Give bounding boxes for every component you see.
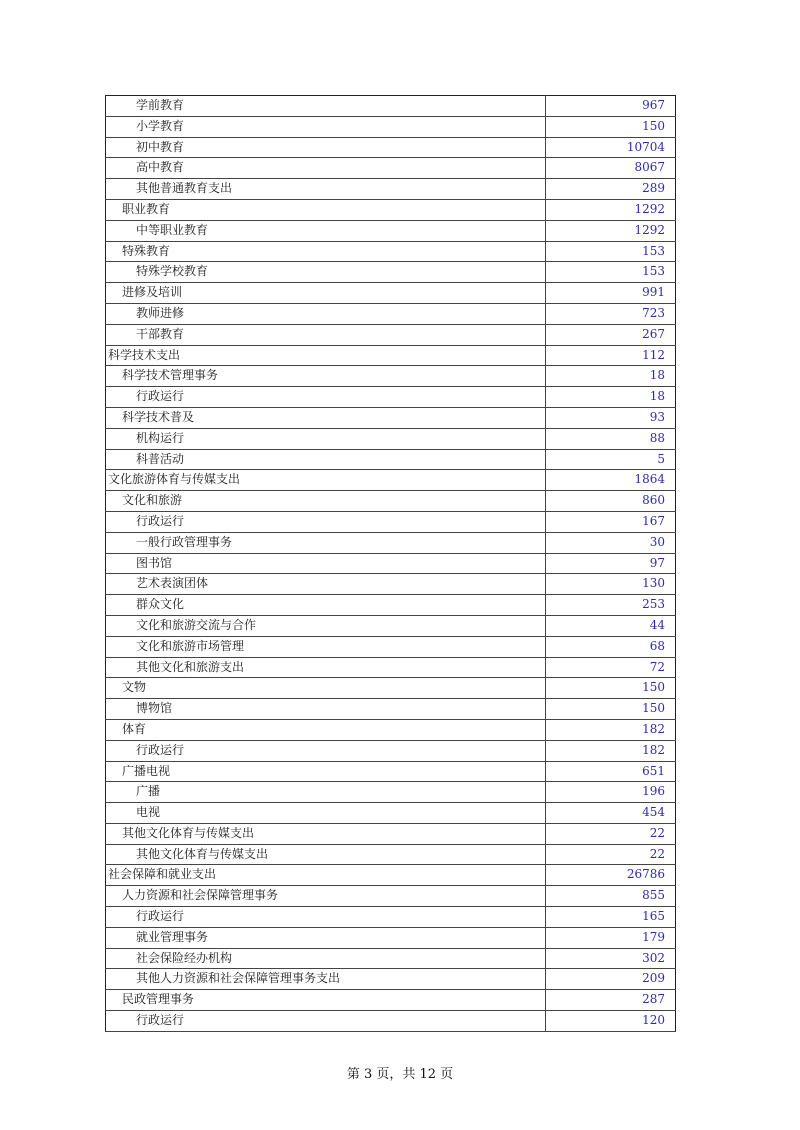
table-row — [106, 158, 676, 179]
item-amount-cell: 179 — [546, 927, 676, 948]
item-name-cell: 就业管理事务 — [106, 927, 546, 948]
item-amount-cell: 209 — [546, 969, 676, 990]
table-row — [106, 740, 676, 761]
item-amount-cell: 860 — [546, 491, 676, 512]
item-amount-cell: 72 — [546, 657, 676, 678]
table-row — [106, 511, 676, 532]
item-name-cell: 小学教育 — [106, 116, 546, 137]
table-row — [106, 865, 676, 886]
item-amount-cell: 44 — [546, 615, 676, 636]
table-row — [106, 615, 676, 636]
item-amount-cell: 150 — [546, 699, 676, 720]
table-row — [106, 283, 676, 304]
table-row — [106, 387, 676, 408]
item-amount-cell: 182 — [546, 740, 676, 761]
table-row — [106, 532, 676, 553]
item-name-cell: 电视 — [106, 803, 546, 824]
item-name-cell: 文化和旅游交流与合作 — [106, 615, 546, 636]
table-row — [106, 324, 676, 345]
item-amount-cell: 1864 — [546, 470, 676, 491]
item-amount-cell: 1292 — [546, 220, 676, 241]
table-row — [106, 1011, 676, 1032]
table-row — [106, 407, 676, 428]
item-amount-cell: 22 — [546, 844, 676, 865]
item-name-cell: 民政管理事务 — [106, 990, 546, 1011]
item-name-cell: 行政运行 — [106, 511, 546, 532]
table-row — [106, 761, 676, 782]
table-row — [106, 803, 676, 824]
item-amount-cell: 967 — [546, 96, 676, 117]
item-name-cell: 高中教育 — [106, 158, 546, 179]
table-row — [106, 199, 676, 220]
item-name-cell: 干部教育 — [106, 324, 546, 345]
item-amount-cell: 26786 — [546, 865, 676, 886]
table-row — [106, 574, 676, 595]
item-amount-cell: 302 — [546, 948, 676, 969]
item-name-cell: 其他人力资源和社会保障管理事务支出 — [106, 969, 546, 990]
item-name-cell: 行政运行 — [106, 387, 546, 408]
item-name-cell: 科学技术管理事务 — [106, 366, 546, 387]
item-amount-cell: 153 — [546, 241, 676, 262]
item-amount-cell: 454 — [546, 803, 676, 824]
item-amount-cell: 5 — [546, 449, 676, 470]
page-footer: 第 3 页，共 12 页 — [346, 1067, 454, 1082]
item-name-cell: 科学技术普及 — [106, 407, 546, 428]
table-row — [106, 366, 676, 387]
table-row — [106, 636, 676, 657]
table-row — [106, 449, 676, 470]
item-amount-cell: 30 — [546, 532, 676, 553]
table-row — [106, 595, 676, 616]
item-name-cell: 博物馆 — [106, 699, 546, 720]
item-name-cell: 其他文化体育与传媒支出 — [106, 844, 546, 865]
item-name-cell: 特殊学校教育 — [106, 262, 546, 283]
table-row — [106, 491, 676, 512]
item-name-cell: 广播 — [106, 782, 546, 803]
item-amount-cell: 289 — [546, 179, 676, 200]
table-row — [106, 782, 676, 803]
table-row — [106, 678, 676, 699]
item-name-cell: 一般行政管理事务 — [106, 532, 546, 553]
item-amount-cell: 991 — [546, 283, 676, 304]
item-amount-cell: 651 — [546, 761, 676, 782]
item-amount-cell: 97 — [546, 553, 676, 574]
table-row — [106, 990, 676, 1011]
item-name-cell: 行政运行 — [106, 740, 546, 761]
item-name-cell: 中等职业教育 — [106, 220, 546, 241]
item-name-cell: 人力资源和社会保障管理事务 — [106, 886, 546, 907]
item-name-cell: 图书馆 — [106, 553, 546, 574]
item-amount-cell: 18 — [546, 366, 676, 387]
item-amount-cell: 167 — [546, 511, 676, 532]
table-row — [106, 137, 676, 158]
item-amount-cell: 196 — [546, 782, 676, 803]
item-name-cell: 进修及培训 — [106, 283, 546, 304]
table-row — [106, 96, 676, 117]
item-name-cell: 文物 — [106, 678, 546, 699]
table-row — [106, 927, 676, 948]
item-name-cell: 科学技术支出 — [106, 345, 546, 366]
table-row — [106, 823, 676, 844]
item-amount-cell: 22 — [546, 823, 676, 844]
item-amount-cell: 8067 — [546, 158, 676, 179]
table-row — [106, 116, 676, 137]
item-amount-cell: 723 — [546, 303, 676, 324]
item-name-cell: 职业教育 — [106, 199, 546, 220]
table-row — [106, 886, 676, 907]
item-amount-cell: 68 — [546, 636, 676, 657]
budget-table-body — [106, 96, 676, 1032]
table-row — [106, 220, 676, 241]
item-name-cell: 机构运行 — [106, 428, 546, 449]
table-row — [106, 428, 676, 449]
table-row — [106, 345, 676, 366]
table-row — [106, 179, 676, 200]
item-name-cell: 特殊教育 — [106, 241, 546, 262]
item-name-cell: 其他普通教育支出 — [106, 179, 546, 200]
item-amount-cell: 165 — [546, 907, 676, 928]
item-amount-cell: 182 — [546, 719, 676, 740]
item-amount-cell: 112 — [546, 345, 676, 366]
item-amount-cell: 10704 — [546, 137, 676, 158]
item-name-cell: 艺术表演团体 — [106, 574, 546, 595]
item-amount-cell: 267 — [546, 324, 676, 345]
item-amount-cell: 150 — [546, 678, 676, 699]
item-name-cell: 文化和旅游 — [106, 491, 546, 512]
item-name-cell: 社会保障和就业支出 — [106, 865, 546, 886]
item-name-cell: 初中教育 — [106, 137, 546, 158]
table-row — [106, 262, 676, 283]
table-row — [106, 303, 676, 324]
item-name-cell: 其他文化和旅游支出 — [106, 657, 546, 678]
item-name-cell: 教师进修 — [106, 303, 546, 324]
table-row — [106, 907, 676, 928]
item-name-cell: 其他文化体育与传媒支出 — [106, 823, 546, 844]
table-row — [106, 969, 676, 990]
table-row — [106, 241, 676, 262]
item-amount-cell: 130 — [546, 574, 676, 595]
item-amount-cell: 150 — [546, 116, 676, 137]
table-row — [106, 948, 676, 969]
item-name-cell: 社会保险经办机构 — [106, 948, 546, 969]
item-amount-cell: 253 — [546, 595, 676, 616]
budget-table — [105, 95, 676, 1032]
item-amount-cell: 88 — [546, 428, 676, 449]
item-amount-cell: 287 — [546, 990, 676, 1011]
item-amount-cell: 153 — [546, 262, 676, 283]
item-name-cell: 体育 — [106, 719, 546, 740]
item-amount-cell: 1292 — [546, 199, 676, 220]
table-row — [106, 657, 676, 678]
item-name-cell: 群众文化 — [106, 595, 546, 616]
item-amount-cell: 855 — [546, 886, 676, 907]
item-amount-cell: 120 — [546, 1011, 676, 1032]
table-row — [106, 553, 676, 574]
table-row — [106, 719, 676, 740]
item-amount-cell: 93 — [546, 407, 676, 428]
item-amount-cell: 18 — [546, 387, 676, 408]
item-name-cell: 行政运行 — [106, 907, 546, 928]
table-row — [106, 470, 676, 491]
item-name-cell: 科普活动 — [106, 449, 546, 470]
table-row — [106, 844, 676, 865]
item-name-cell: 文化和旅游市场管理 — [106, 636, 546, 657]
item-name-cell: 学前教育 — [106, 96, 546, 117]
item-name-cell: 行政运行 — [106, 1011, 546, 1032]
item-name-cell: 文化旅游体育与传媒支出 — [106, 470, 546, 491]
item-name-cell: 广播电视 — [106, 761, 546, 782]
table-row — [106, 699, 676, 720]
